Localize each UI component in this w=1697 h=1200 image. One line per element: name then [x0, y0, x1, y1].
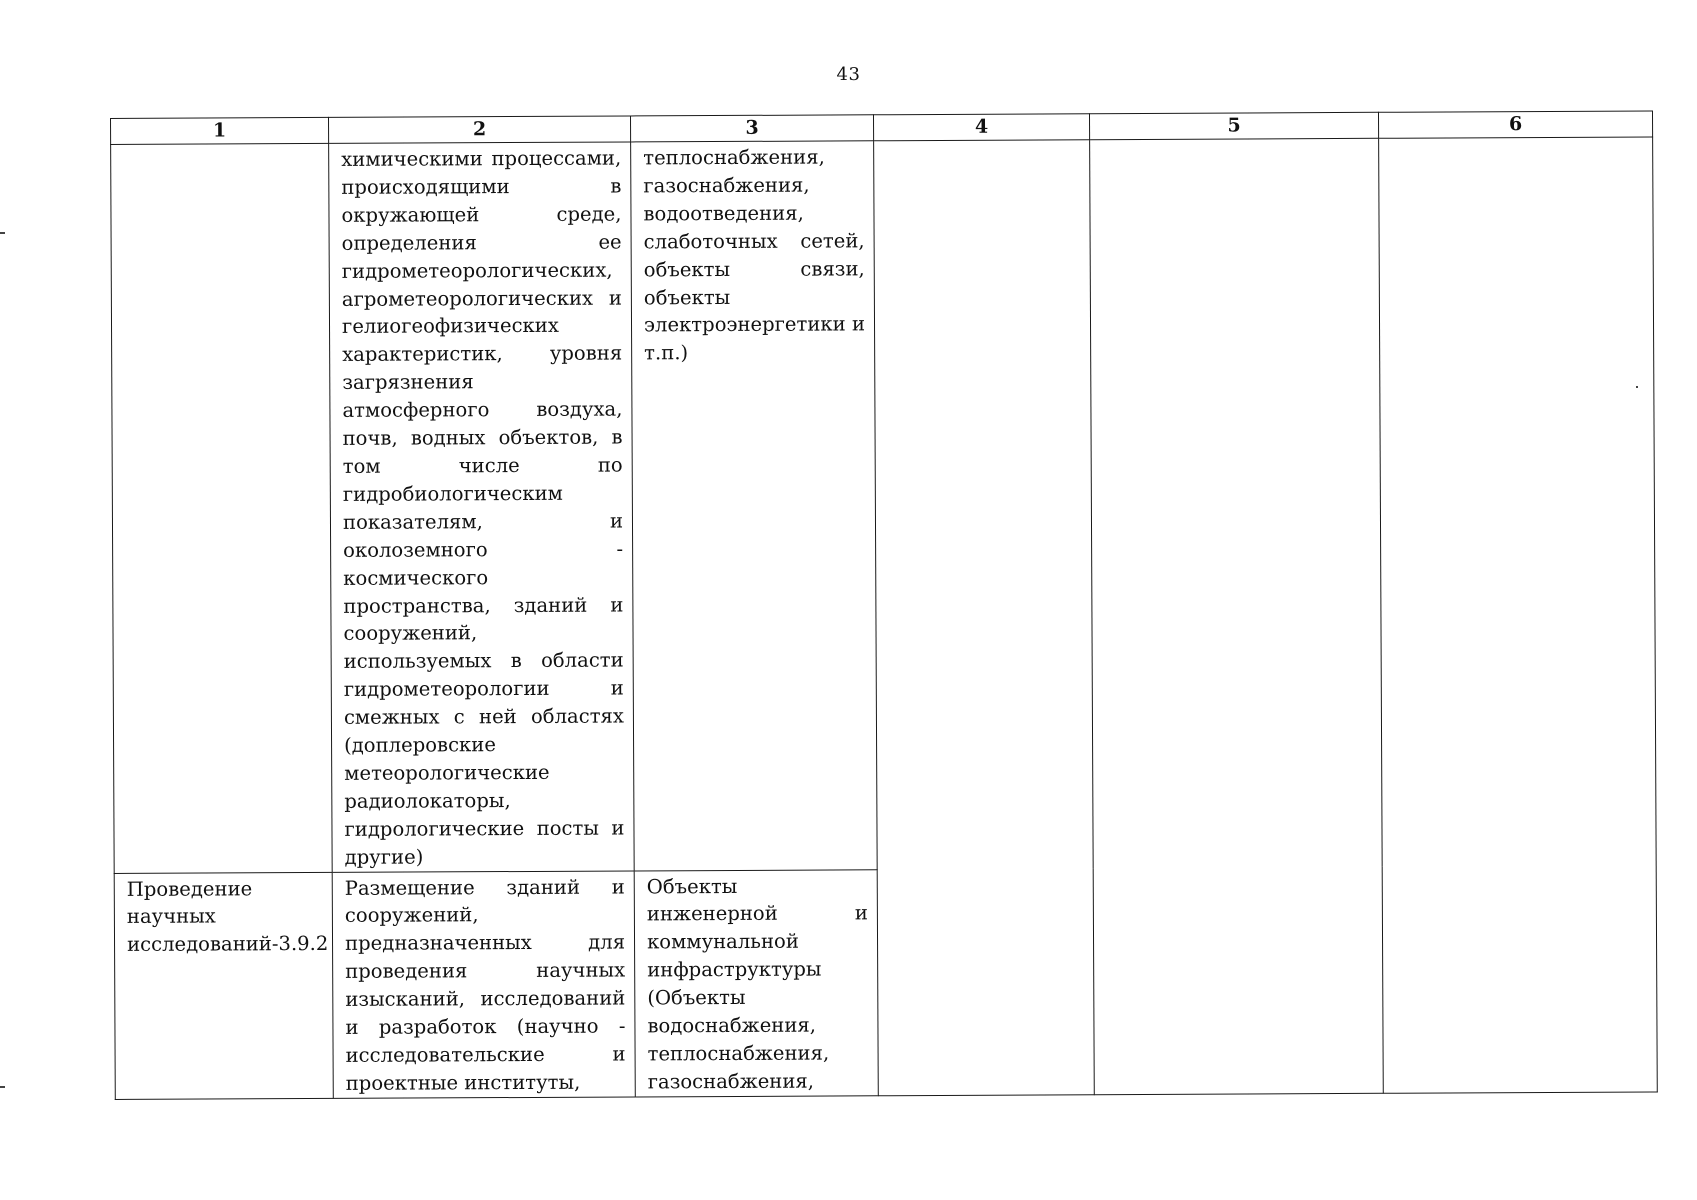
- cell-text: [886, 142, 1080, 143]
- table-cell-col4: [874, 140, 1095, 1096]
- column-header-4: 4: [873, 114, 1089, 141]
- table-cell-auxiliary-uses: [634, 869, 878, 1096]
- table-cell-use-name: [114, 872, 333, 1099]
- table-cell-auxiliary-uses: [631, 141, 878, 871]
- permitted-use-table: [110, 110, 1658, 1099]
- cell-text: Проведение научных исследований-3.9.2: [126, 876, 329, 957]
- cell-text: химическими процессами, происходящими в окружающей среде, определения ее гидрометеорологических, агрометеорологических и гелиогеофизических характеристик, уровня загрязнения атмосферного воздуха, почв, водных объектов, в том числе по гидробиологическим показателям, и околоземного - космического пространства, зданий и сооружений, используемых в области гидрометеорологии и смежных с ней областях (доплеровские метеорологические радиолокаторы, гидрологические посты и другие): [341, 146, 625, 869]
- cell-text: [1391, 140, 1643, 141]
- column-header-6: 6: [1378, 111, 1652, 138]
- cell-text: [123, 146, 319, 147]
- cell-text: [1102, 141, 1369, 142]
- table-cell-col6: [1379, 137, 1658, 1093]
- table-cell-use-name: [111, 143, 333, 873]
- table-cell-col5: [1090, 138, 1384, 1094]
- column-header-1: 1: [111, 117, 329, 144]
- cell-text: Объекты инженерной и коммунальной инфраструктуры (Объекты водоснабжения, теплоснабжения, газоснабжения,: [646, 874, 868, 1094]
- column-header-3: 3: [630, 115, 873, 142]
- cell-text: Размещение зданий и сооружений, предназначенных для проведения научных изысканий, исследований и разработок (научно - исследовательские и проектные институты,: [344, 875, 626, 1095]
- table-cell-use-description: [329, 142, 635, 872]
- scan-artifact: [0, 1086, 5, 1088]
- scan-artifact: [1636, 386, 1638, 388]
- scan-artifact: [0, 232, 5, 234]
- column-header-5: 5: [1089, 112, 1378, 139]
- page-number: 43: [836, 64, 861, 85]
- table-row: [111, 137, 1657, 873]
- cell-text: теплоснабжения, газоснабжения, водоотведения, слаботочных сетей, объекты связи, объекты электроэнергетики и т.п.): [643, 145, 866, 365]
- table-cell-use-description: [332, 871, 635, 1099]
- column-header-2: 2: [328, 116, 630, 143]
